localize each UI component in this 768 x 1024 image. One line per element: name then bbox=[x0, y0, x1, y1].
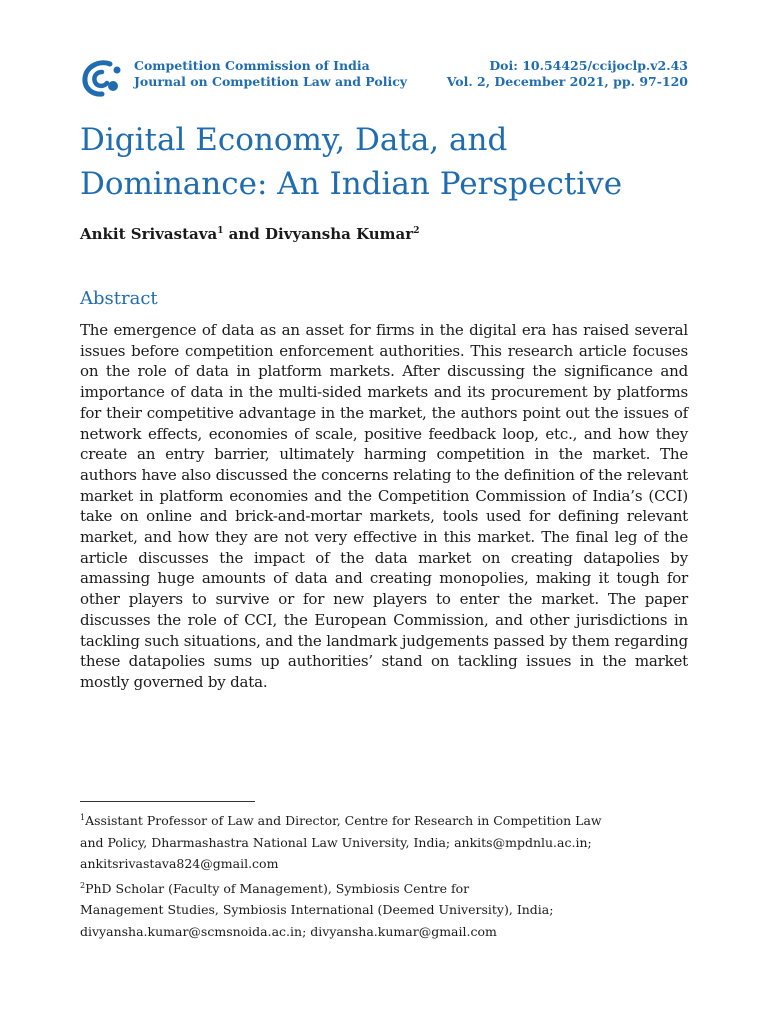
publisher-name: Competition Commission of India bbox=[134, 58, 370, 73]
volume-info: Vol. 2, December 2021, pp. 97-120 bbox=[446, 74, 688, 89]
author-line bbox=[80, 225, 419, 243]
footnotes bbox=[80, 807, 700, 943]
author-name: Ankit Srivastava bbox=[80, 225, 218, 243]
citation-info bbox=[447, 58, 688, 90]
footnote-line: Management Studies, Symbiosis International (Deemed University), India; bbox=[80, 902, 554, 918]
footnote-mark: 2 bbox=[413, 226, 420, 236]
abstract-text: The emergence of data as an asset for firms in the digital era has raised several issues before competition enforcement authorities. This research article focuses on the role of data in platform markets. After discussing the significance and importance of data in the multi-sided markets and its procurement by platforms for their competitive advantage in the market, the authors point out the issues of network effects, economies of scale, positive feedback loop, etc., and how they create an entry barrier, ultimately harming competition in the market. The authors have also discussed the concerns relating to the definition of the relevant market in platform economies and the Competition Commission of India’s (CCI) take on online and brick-and-mortar markets, tools used for defining relevant market, and how they are not very effective in this market. The final leg of the article discusses the impact of the data market on creating datapolies by amassing huge amounts of data and creating monopolies, making it tough for other players to survive or for new players to enter the market. The paper discusses the role of CCI, the European Commission, and other jurisdictions in tackling such situations, and the landmark judgements passed by them regarding these datapolies sums up authorities’ stand on tackling issues in the market mostly governed by data. bbox=[80, 321, 688, 691]
footnote-mark: 1 bbox=[217, 226, 224, 236]
abstract-heading: Abstract bbox=[80, 288, 158, 309]
footnote-line: Assistant Professor of Law and Director, Centre for Research in Competition Law bbox=[85, 813, 602, 828]
journal-name: Journal on Competition Law and Policy bbox=[134, 74, 408, 89]
footnote-line: divyansha.kumar@scmsnoida.ac.in; divyansha.kumar@gmail.com bbox=[80, 923, 497, 939]
footnote-mark: 2 bbox=[80, 880, 86, 890]
article-title: Digital Economy, Data, and Dominance: An Indian Perspective bbox=[80, 122, 623, 202]
author-name: Divyansha Kumar bbox=[265, 225, 414, 243]
doi: Doi: 10.54425/ccijoclp.v2.43 bbox=[489, 58, 688, 73]
footnote-line: and Policy, Dharmashastra National Law University, India; ankits@mpdnlu.ac.in; bbox=[80, 834, 592, 850]
cci-logo-icon bbox=[80, 58, 126, 98]
footnote bbox=[80, 807, 700, 832]
footnote-line: PhD Scholar (Faculty of Management), Symbiosis Centre for bbox=[85, 880, 470, 896]
footnote bbox=[80, 875, 700, 900]
footnote-divider bbox=[80, 801, 255, 802]
footnote-mark: 1 bbox=[80, 813, 86, 822]
journal-info bbox=[134, 58, 407, 90]
footnote-line: ankitsrivastava824@gmail.com bbox=[80, 856, 279, 872]
author-conjunction: and bbox=[223, 225, 266, 243]
